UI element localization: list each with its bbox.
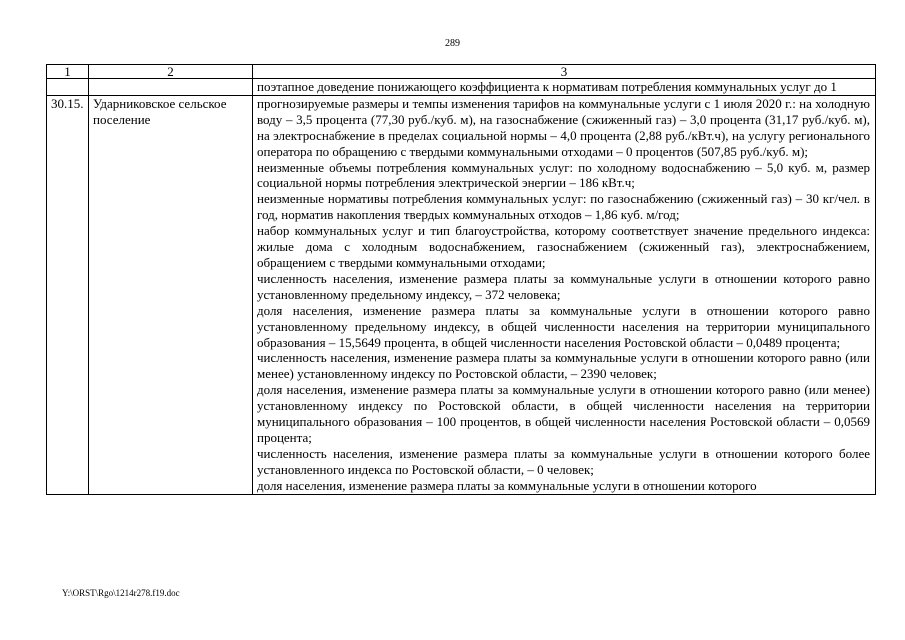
paragraph-services-set: набор коммунальных услуг и тип благоустройства, которому соответствует значение предельного индекса: жилые дома с холодным водоснабжением, газоснабжением (сжиженный газ), электроснабжением, обращением с твердыми коммунальными отходами; (257, 223, 870, 270)
row-number: 30.15. (47, 95, 89, 494)
paragraph-consumption-norms: неизменные нормативы потребления коммунальных услуг: по газоснабжению (сжиженный газ) – 30 кг/чел. в год, норматив накопления твердых коммунальных отходов – 1,86 куб. м/год; (257, 191, 870, 223)
continuation-text-cell: поэтапное доведение понижающего коэффициента к нормативам потребления коммунальных услуг до 1 (253, 79, 876, 96)
table-row (47, 95, 876, 494)
paragraph-consumption-volumes: неизменные объемы потребления коммунальных услуг: по холодному водоснабжению – 5,0 куб. м, размер социальной нормы потребления электрической энергии – 186 кВт.ч; (257, 159, 870, 191)
document-table (46, 64, 876, 495)
paragraph-population-above: численность населения, изменение размера платы за коммунальные услуги в отношении которого более установленного индекса по Ростовской области, – 0 человек; (257, 445, 870, 477)
continuation-row (47, 79, 876, 96)
paragraph-population-regional: численность населения, изменение размера платы за коммунальные услуги в отношении которого равно (или менее) установленному индексу по Ростовской области, – 2390 человек; (257, 350, 870, 382)
continuation-name-cell (89, 79, 253, 96)
row-description (253, 95, 876, 494)
column-header-2: 2 (89, 65, 253, 79)
footer-file-path: Y:\ORST\Rgo\1214r278.f19.doc (62, 588, 180, 598)
page-number: 289 (445, 38, 460, 49)
column-header-1: 1 (47, 65, 89, 79)
settlement-name: Ударниковское сельское поселение (89, 95, 253, 494)
column-header-3: 3 (253, 65, 876, 79)
continuation-number-cell (47, 79, 89, 96)
paragraph-tariffs: прогнозируемые размеры и темпы изменения тарифов на коммунальные услуги с 1 июля 2020 г.: на холодную воду – 3,5 процента (77,30 руб./куб. м), на газоснабжение (сжиженный газ) – 3,0 процента (31,17 руб./куб. м), на электроснабжение в пределах социальной нормы – 4,0 процента (2,88 руб./кВт.ч), на услугу регионального оператора по обращению с твердыми коммунальными отходами – 0 процентов (507,85 руб./куб. м); (257, 95, 870, 159)
paragraph-share-equal: доля населения, изменение размера платы за коммунальные услуги в отношении которого равно установленному предельному индексу, в общей численности населения на территории муниципального образования – 15,5649 процента, в общей численности населения Ростовской области – 0,0489 процента; (257, 302, 870, 350)
paragraph-share-regional: доля населения, изменение размера платы за коммунальные услуги в отношении которого равно (или менее) установленному индексу по Ростовской области, в общей численности населения на территории муниципального образования – 100 процентов, в общей численности населения Ростовской области – 0,0569 процента; (257, 382, 870, 445)
paragraph-population-equal: численность населения, изменение размера платы за коммунальные услуги в отношении которого равно установленному предельному индексу, – 372 человека; (257, 270, 870, 302)
paragraph-share-above: доля населения, изменение размера платы за коммунальные услуги в отношении которого (257, 477, 757, 493)
table-header-row (47, 65, 876, 79)
